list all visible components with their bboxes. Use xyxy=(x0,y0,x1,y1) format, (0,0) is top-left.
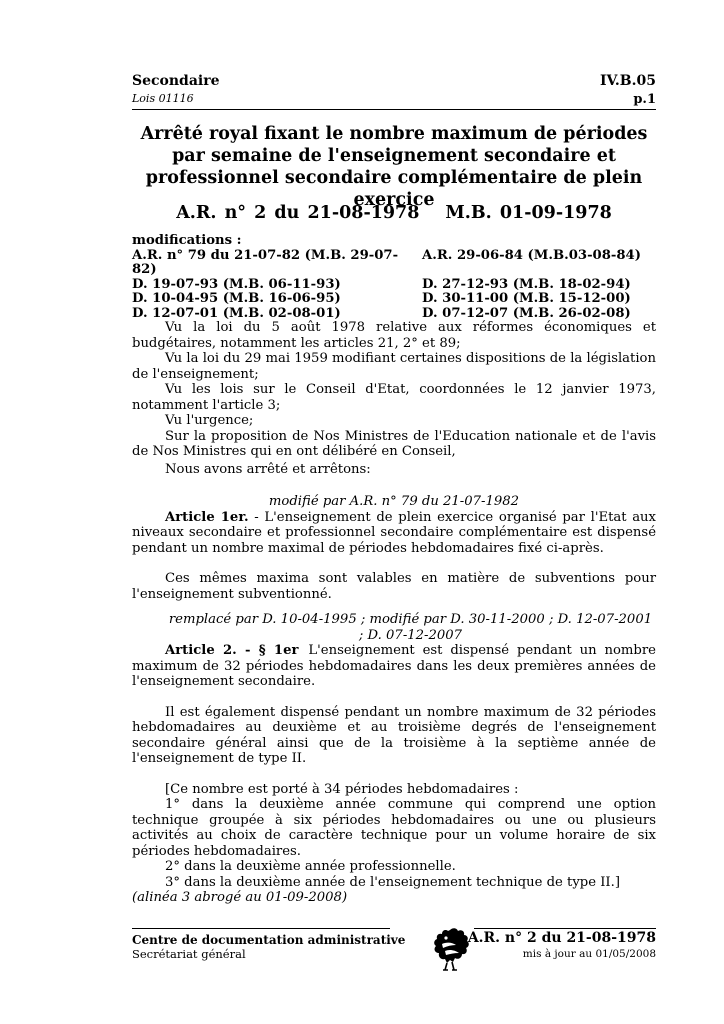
footer-organization: Centre de documentation administrative xyxy=(132,933,406,947)
document-title: Arrêté royal fixant le nombre maximum de périodes par semaine de l'enseignement secondaire et professionnel secondaire complémentaire de plein exercice xyxy=(140,124,648,210)
mb-number: M.B. 01-09-1978 xyxy=(445,203,612,223)
modifications-label: modifications : xyxy=(132,233,242,248)
modifications-block xyxy=(132,234,658,321)
modification-item: D. 07-12-07 (M.B. 26-02-08) xyxy=(422,305,631,321)
article-2-paragraph-2: Il est également dispensé pendant un nombre maximum de 32 périodes hebdomadaires au deuxième et au troisième degrés de l'enseignement secondaire général ainsi que de la troisième à la septième année de l'enseignement de type II. xyxy=(132,704,656,766)
preamble-paragraph: Vu les lois sur le Conseil d'Etat, coordonnées le 12 janvier 1973, notamment l'article 3; xyxy=(132,382,656,413)
article-2-paragraph-3-intro: [Ce nombre est porté à 34 périodes hebdomadaires : xyxy=(165,781,519,797)
article-2-item-3: 3° dans la deuxième année de l'enseignement technique de type II.] xyxy=(165,874,620,890)
article-2-text: L'enseignement est dispensé pendant un nombre maximum de 32 périodes hebdomadaires dans les deux premières années de l'enseignement secondaire. xyxy=(132,643,656,689)
article-2-label: Article 2. - § 1er xyxy=(165,643,299,658)
header-divider xyxy=(132,109,656,110)
article-2-abrogation-note: (alinéa 3 abrogé au 01-09-2008) xyxy=(132,890,348,905)
header-top xyxy=(132,73,656,89)
article-2-item-2: 2° dans la deuxième année professionnelle. xyxy=(165,859,456,874)
preamble-paragraph: Vu l'urgence; xyxy=(165,413,254,428)
modification-item: D. 19-07-93 (M.B. 06-11-93) xyxy=(132,276,341,292)
page-number: p.1 xyxy=(633,92,656,107)
document-code: IV.B.05 xyxy=(599,73,656,89)
article-1-note: modifié par A.R. n° 79 du 21-07-1982 xyxy=(268,494,520,509)
article-1-paragraph-2: Ces mêmes maxima sont valables en matière de subventions pour l'enseignement subventionné. xyxy=(132,571,656,602)
header-bottom xyxy=(132,92,656,107)
article-1-text: - L'enseignement de plein exercice organisé par l'Etat aux niveaux secondaire et professionnel secondaire complémentaire est dispensé pendant un nombre maximal de périodes hebdomadaires fixé ci-après. xyxy=(132,509,656,556)
modification-item: D. 30-11-00 (M.B. 15-12-00) xyxy=(422,291,631,306)
article-2-paragraph xyxy=(132,643,656,690)
footer-divider-right xyxy=(474,928,656,929)
decree-statement: Nous avons arrêté et arrêtons: xyxy=(165,462,371,477)
footer-right xyxy=(468,930,656,960)
modification-item: D. 27-12-93 (M.B. 18-02-94) xyxy=(422,276,631,292)
modification-item: A.R. n° 79 du 21-07-82 (M.B. 29-07-82) xyxy=(132,247,399,277)
ar-number: A.R. n° 2 du 21-08-1978 xyxy=(176,203,420,223)
footer-left xyxy=(132,933,405,961)
article-1-label: Article 1er. xyxy=(165,509,249,525)
modification-item: D. 10-04-95 (M.B. 16-06-95) xyxy=(132,291,341,306)
article-2-note: remplacé par D. 10-04-1995 ; modifié par D. 30-11-2000 ; D. 12-07-2001 ; D. 07-12-2007 xyxy=(168,612,653,643)
article-1-paragraph xyxy=(132,510,656,557)
footer-divider-left xyxy=(132,928,390,929)
ar-reference-line xyxy=(132,203,656,223)
law-reference: Lois 01116 xyxy=(132,92,194,105)
modification-item: D. 12-07-01 (M.B. 02-08-01) xyxy=(132,305,341,321)
article-1 xyxy=(132,494,656,602)
footer-update-date: mis à jour au 01/05/2008 xyxy=(522,948,656,960)
article-2 xyxy=(132,612,656,906)
footer-ar-reference: A.R. n° 2 du 21-08-1978 xyxy=(467,930,656,946)
preamble-paragraph: Vu la loi du 29 mai 1959 modifiant certaines dispositions de la législation de l'enseignement; xyxy=(132,351,656,382)
section-label: Secondaire xyxy=(132,73,220,89)
preamble xyxy=(132,320,656,460)
article-2-item-1: 1° dans la deuxième année commune qui comprend une option technique groupée à six périodes hebdomadaires ou une ou plusieurs activités au choix de caractère technique pour un volume horaire de six périodes hebdomadaires. xyxy=(132,797,656,859)
preamble-paragraph: Vu la loi du 5 août 1978 relative aux réformes économiques et budgétaires, notamment les articles 21, 2° et 89; xyxy=(132,320,656,351)
footer-department: Secrétariat général xyxy=(132,947,246,961)
modification-item: A.R. 29-06-84 (M.B.03-08-84) xyxy=(422,247,641,263)
preamble-paragraph: Sur la proposition de Nos Ministres de l'Education nationale et de l'avis de Nos Ministres qui en ont délibéré en Conseil, xyxy=(132,428,656,459)
